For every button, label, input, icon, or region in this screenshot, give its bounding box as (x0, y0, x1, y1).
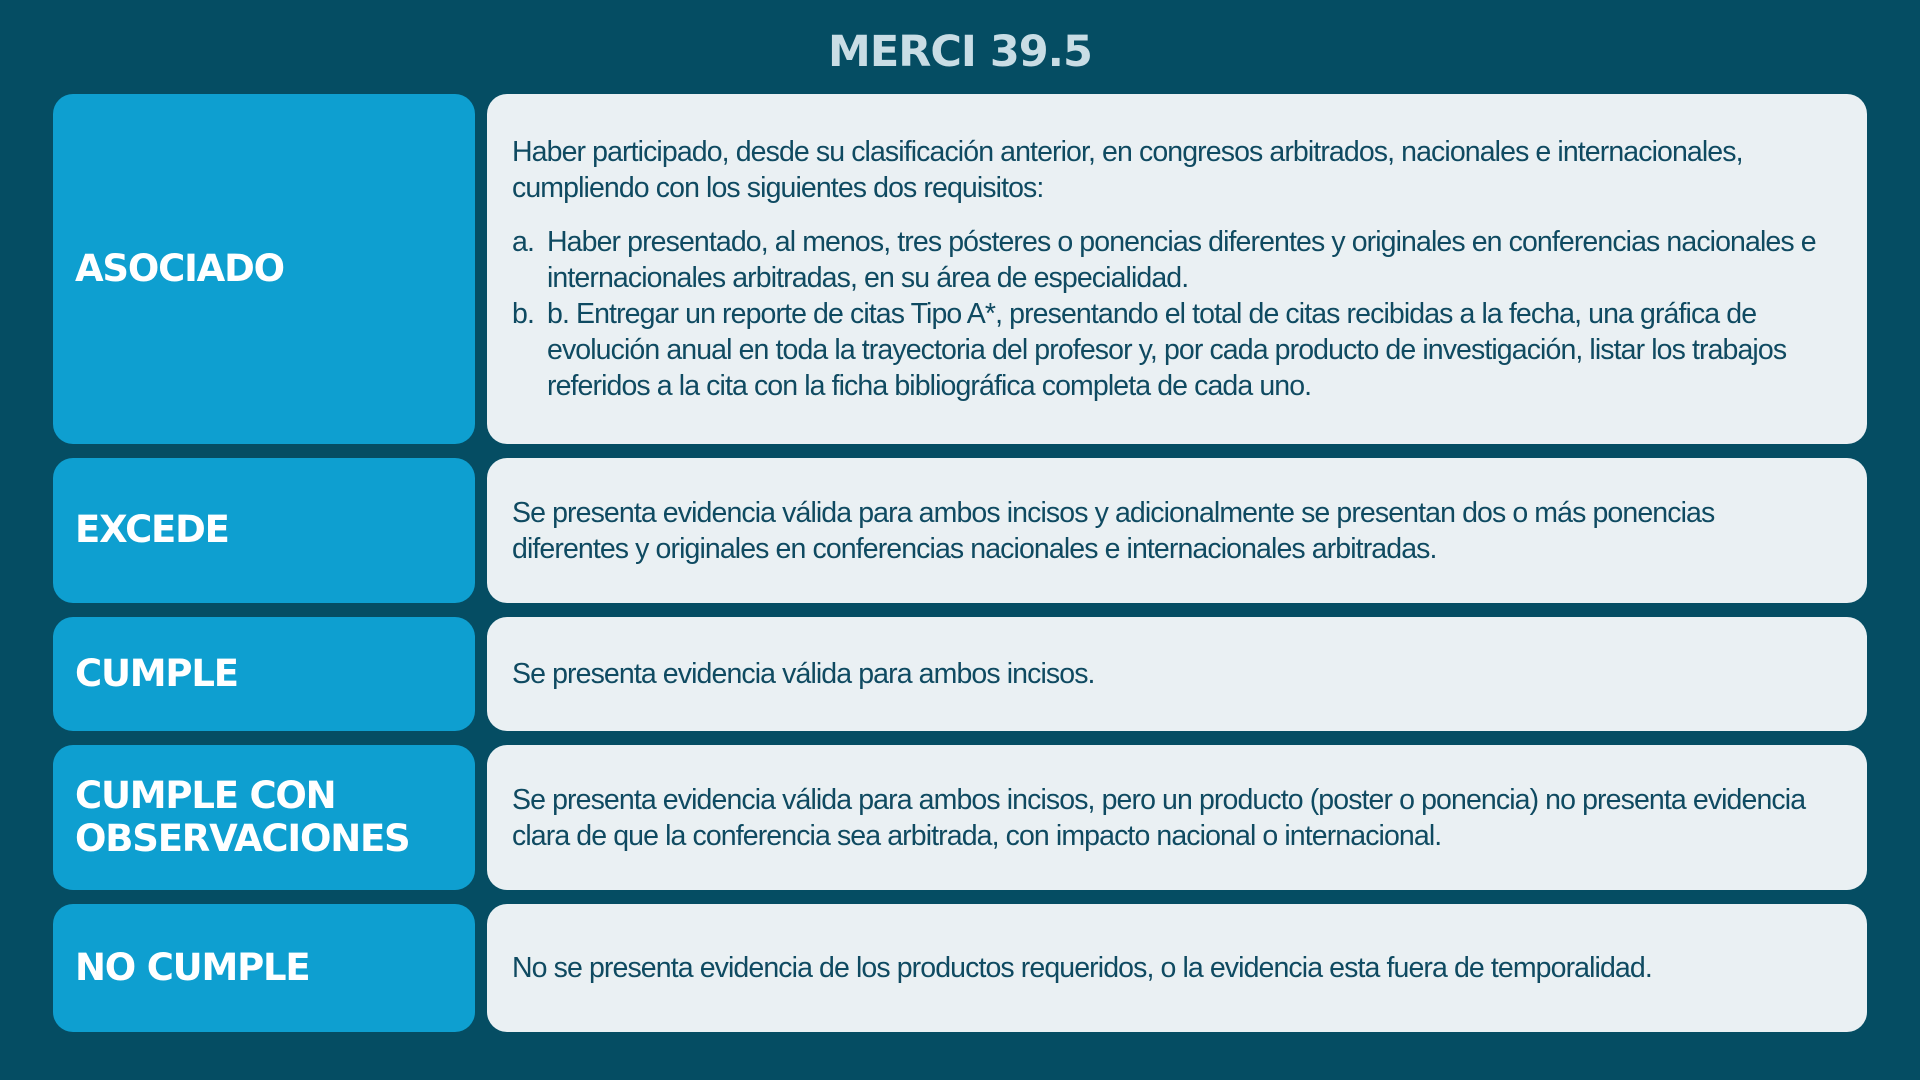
row-content-asociado (487, 94, 1867, 444)
requirement-intro: Haber participado, desde su clasificación anterior, en congresos arbitrados, nacionales e internacionales, cumpliendo con los siguientes dos requisitos: (512, 136, 1743, 204)
row-label-asociado: ASOCIADO (53, 94, 475, 444)
row-description: Se presenta evidencia válida para ambos incisos. (512, 658, 1095, 690)
requirement-item-a (512, 224, 1819, 296)
criteria-row-cumple-con-observaciones (53, 745, 1867, 890)
row-label-cumple-con-observaciones: CUMPLE CON OBSERVACIONES (53, 745, 475, 890)
requirement-item-b (512, 296, 1819, 404)
requirement-list (512, 224, 1819, 404)
criteria-row-no-cumple (53, 904, 1867, 1032)
requirement-marker: a. (512, 226, 534, 258)
row-content-no-cumple (487, 904, 1867, 1032)
row-description: No se presenta evidencia de los productos requeridos, o la evidencia esta fuera de temporalidad. (512, 952, 1652, 984)
row-content-excede (487, 458, 1867, 603)
criteria-row-asociado (53, 94, 1867, 444)
row-description: Se presenta evidencia válida para ambos incisos, pero un producto (poster o ponencia) no presenta evidencia clara de que la conferencia sea arbitrada, con impacto nacional o internacional. (512, 783, 1806, 852)
criteria-table (53, 94, 1867, 1046)
requirement-text: Haber presentado, al menos, tres pósteres o ponencias diferentes y originales en conferencias nacionales e internacionales arbitradas, en su área de especialidad. (547, 226, 1816, 294)
criteria-row-excede (53, 458, 1867, 603)
row-label-cumple: CUMPLE (53, 617, 475, 731)
row-label-no-cumple: NO CUMPLE (53, 904, 475, 1032)
criteria-row-cumple (53, 617, 1867, 731)
requirement-text: b. Entregar un reporte de citas Tipo A*, presentando el total de citas recibidas a la fecha, una gráfica de evolución anual en toda la trayectoria del profesor y, por cada producto de investigación, listar los trabajos referidos a la cita con la ficha bibliográfica completa de cada uno. (547, 298, 1787, 402)
row-content-cumple (487, 617, 1867, 731)
row-content-cumple-con-observaciones (487, 745, 1867, 890)
row-description: Se presenta evidencia válida para ambos incisos y adicionalmente se presentan dos o más ponencias diferentes y originales en conferencias nacionales e internacionales arbitradas. (512, 496, 1715, 565)
slide-title: MERCI 39.5 (828, 27, 1092, 77)
requirement-marker: b. (512, 298, 534, 330)
row-label-excede: EXCEDE (53, 458, 475, 603)
